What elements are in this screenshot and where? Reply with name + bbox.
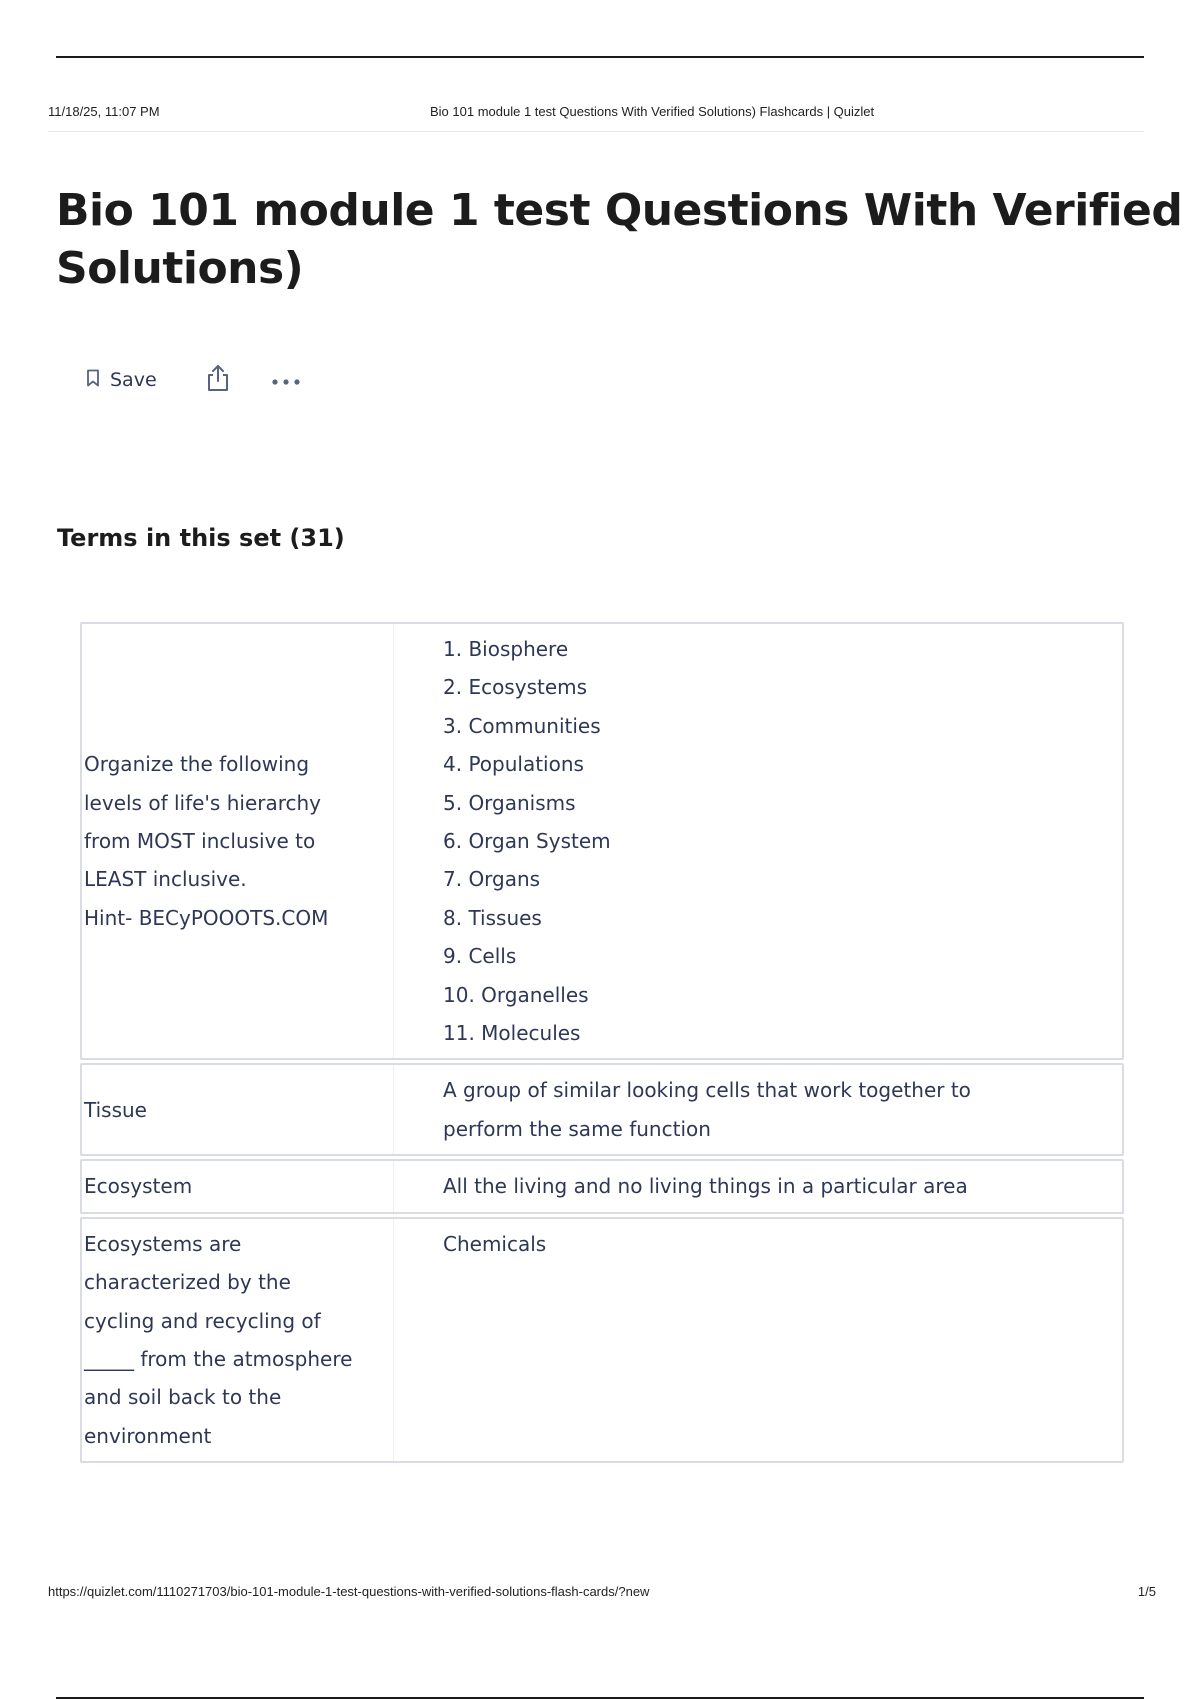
print-document-title: Bio 101 module 1 test Questions With Verified Solutions) Flashcards | Quizlet <box>430 104 875 119</box>
definition-text: Chemicals <box>443 1231 547 1256</box>
print-datetime: 11/18/25, 11:07 PM <box>48 104 160 119</box>
bookmark-icon <box>86 369 100 392</box>
term-text: Ecosystems are <box>84 1231 242 1256</box>
bottom-rule <box>56 1697 1144 1699</box>
definition-text: 1. Biosphere <box>443 637 569 661</box>
definition-text: 8. Tissues <box>443 905 542 930</box>
term-text: characterized by the <box>84 1270 291 1295</box>
share-icon <box>205 363 231 397</box>
definition-text: A group of similar looking cells that work together to <box>443 1078 971 1103</box>
definition-cell <box>394 624 1122 1058</box>
term-text: Organize the following <box>84 752 310 777</box>
term-text: from MOST inclusive to <box>84 829 316 854</box>
definition-text: 3. Communities <box>443 713 601 738</box>
page-url: https://quizlet.com/1110271703/bio-101-module-1-test-questions-with-verified-solutions-flash-cards/?new <box>48 1584 650 1599</box>
term-row[interactable] <box>80 1063 1124 1156</box>
definition-cell <box>394 1219 1122 1461</box>
definition-text: 11. Molecules <box>443 1021 581 1046</box>
terms-list <box>80 622 1124 1466</box>
term-cell <box>82 1161 394 1211</box>
print-header <box>48 101 1144 132</box>
term-row[interactable] <box>80 1217 1124 1463</box>
term-text: Tissue <box>84 1097 147 1122</box>
share-button[interactable] <box>205 363 231 397</box>
definition-text: 7. Organs <box>443 867 541 892</box>
definition-text: 9. Cells <box>443 944 517 969</box>
term-row[interactable] <box>80 1159 1124 1213</box>
definition-cell <box>394 1065 1122 1154</box>
print-footer <box>48 1584 1156 1599</box>
page-title-line: Bio 101 module 1 test Questions With Verified <box>56 185 1183 236</box>
definition-cell <box>394 1161 1122 1211</box>
definition-text: 10. Organelles <box>443 982 589 1007</box>
page-title-line: Solutions) <box>56 243 304 294</box>
term-text: levels of life's hierarchy <box>84 790 322 815</box>
definition-text: 4. Populations <box>443 752 584 777</box>
term-row[interactable] <box>80 622 1124 1060</box>
term-text: environment <box>84 1423 212 1448</box>
term-text: cycling and recycling of <box>84 1308 321 1333</box>
term-text: Ecosystem <box>84 1174 193 1199</box>
more-button[interactable] <box>271 371 301 390</box>
more-icon <box>271 371 301 390</box>
term-text: Hint- BECyPOOOTS.COM <box>84 905 329 930</box>
definition-text: 6. Organ System <box>443 829 611 854</box>
set-toolbar <box>80 362 301 398</box>
term-text: LEAST inclusive. <box>84 867 247 892</box>
definition-text: perform the same function <box>443 1116 711 1141</box>
definition-text: 2. Ecosystems <box>443 675 588 700</box>
term-cell <box>82 624 394 1058</box>
definition-text: 5. Organisms <box>443 790 576 815</box>
save-label: Save <box>110 369 157 391</box>
page-title <box>56 182 1183 298</box>
term-text: _____ from the atmosphere <box>84 1346 353 1371</box>
top-rule <box>56 56 1144 58</box>
term-cell <box>82 1065 394 1154</box>
save-button[interactable] <box>80 367 163 394</box>
definition-text: All the living and no living things in a particular area <box>443 1174 968 1199</box>
terms-heading: Terms in this set (31) <box>57 524 345 552</box>
term-text: and soil back to the <box>84 1385 282 1410</box>
page-number: 1/5 <box>1137 1584 1156 1599</box>
term-cell <box>82 1219 394 1461</box>
